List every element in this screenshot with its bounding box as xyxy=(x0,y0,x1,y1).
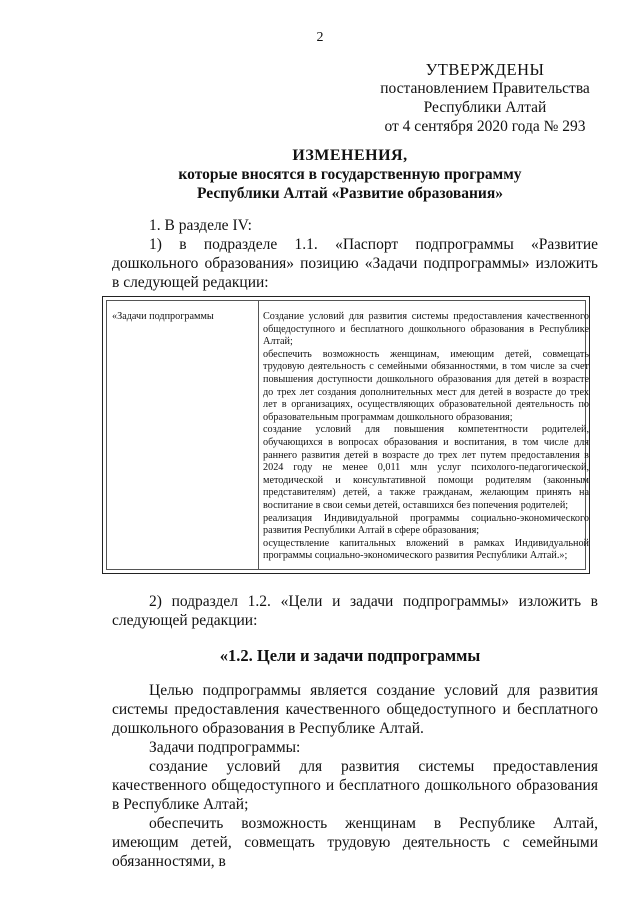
approval-block xyxy=(360,60,610,136)
table-task-item: реализация Индивидуальной программы социально-экономического развития Республики Алтай в сфере образования; xyxy=(263,512,589,537)
heading-line: Республики Алтай «Развитие образования» xyxy=(197,185,503,202)
heading-title: ИЗМЕНЕНИЯ, xyxy=(292,147,408,164)
tasks-table-inner xyxy=(106,300,589,570)
approval-line: постановлением Правительства xyxy=(380,80,590,97)
table-task-item: Создание условий для развития системы предоставления качественного общедоступного и бесплатного дошкольного образования в Республике Алтай; xyxy=(263,311,589,348)
paragraph-subsection-1-2: 2) подраздел 1.2. «Цели и задачи подпрограммы» изложить в следующей редакции: xyxy=(112,593,598,629)
tasks-table xyxy=(102,296,590,574)
paragraph-goal: Целью подпрограммы является создание условий для развития системы предоставления качественного общедоступного и бесплатного дошкольного образования в Республике Алтай. xyxy=(112,682,598,737)
table-column-divider xyxy=(258,301,259,569)
table-task-item: осуществление капитальных вложений в рамках Индивидуальной программы социально-экономического развития Республики Алтай.»; xyxy=(263,537,589,562)
approval-line: Республики Алтай xyxy=(423,99,547,116)
paragraph-task-1: создание условий для развития системы предоставления качественного общедоступного и бесплатного дошкольного образования в Республике Алтай; xyxy=(112,758,598,813)
page-number: 2 xyxy=(316,30,324,45)
document-heading xyxy=(100,146,600,203)
heading-line: которые вносятся в государственную программу xyxy=(178,166,522,183)
approval-line: от 4 сентября 2020 года № 293 xyxy=(384,118,586,135)
table-row-content xyxy=(263,311,589,563)
paragraph-section-iv: 1. В разделе IV: xyxy=(149,217,252,234)
approval-title: УТВЕРЖДЕНЫ xyxy=(425,60,545,79)
paragraph-tasks-intro: Задачи подпрограммы: xyxy=(149,739,301,756)
table-task-item: создание условий для повышения компетентности родителей, обучающихся в вопросах образования и воспитания, в том числе для раннего развития детей в возрасте до трех лет путем предоставления в 2024 году не менее 0,011 млн услуг психолого-педагогической, методической и консультативной помощи родителям (законным представителям) детей, а также гражданам, желающим принять на воспитание в свои семьи детей, оставшихся без попечения родителей; xyxy=(263,424,589,511)
table-row-label: «Задачи подпрограммы xyxy=(112,311,214,322)
paragraph-subsection-1-1: 1) в подразделе 1.1. «Паспорт подпрограммы «Развитие дошкольного образования» позицию «Задачи подпрограммы» изложить в следующей редакции: xyxy=(112,236,598,291)
table-task-item: обеспечить возможность женщинам, имеющим детей, совмещать трудовую деятельность с семейными обязанностями, в том числе за счет повышения доступности дошкольного образования для детей в возрасте до трех лет создания дополнительных мест для детей в возрасте до трех лет в организациях, осуществляющих образовательной деятельность по образовательным программам дошкольного образования; xyxy=(263,348,589,423)
section-heading: «1.2. Цели и задачи подпрограммы xyxy=(219,646,481,665)
paragraph-task-2: обеспечить возможность женщинам в Республике Алтай, имеющим детей, совмещать трудовую деятельность с семейными обязанностями, в xyxy=(112,815,598,870)
